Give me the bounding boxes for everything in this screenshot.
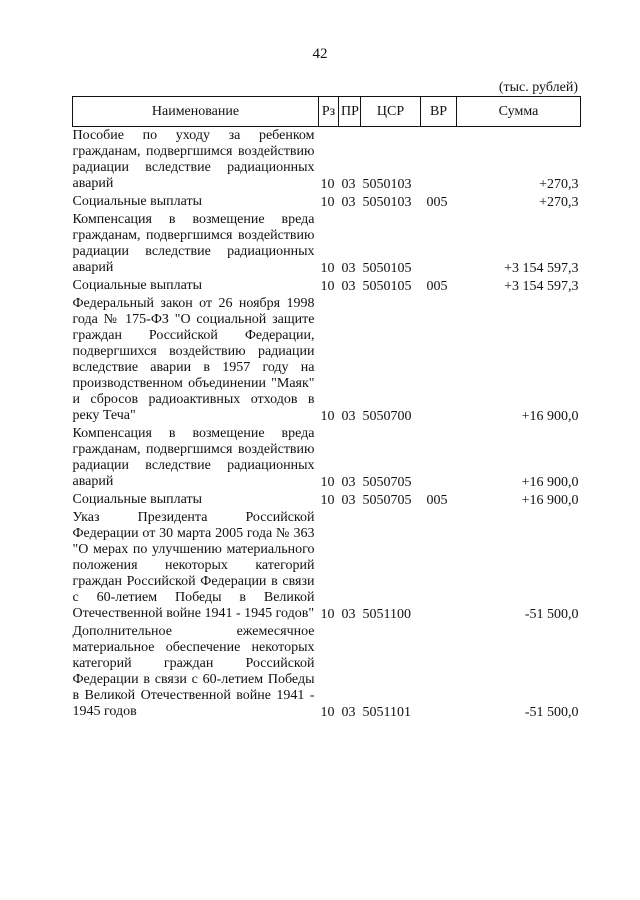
row-csr: 5050105 [362, 261, 412, 276]
header-csr: ЦСР [361, 97, 421, 127]
row-rz: 10 [320, 607, 335, 622]
row-pr: 03 [341, 493, 356, 508]
row-csr: 5050105 [362, 279, 412, 294]
row-name: Компенсация в возмещение вреда гражданам, подвергшимся воздействию радиации вследствие радиационных аварий [72, 212, 315, 275]
row-rz: 10 [320, 279, 335, 294]
table-row [73, 127, 581, 194]
table-row [73, 277, 581, 295]
table-row [73, 623, 581, 721]
row-name: Дополнительное ежемесячное материальное обеспечение некоторых категорий граждан Российской Федерации в связи с 60-летием Победы в Великой Отечественной войне 1941 - 1945 годов [72, 624, 315, 719]
units-label: (тыс. рублей) [498, 80, 578, 95]
row-csr: 5050705 [362, 493, 412, 508]
header-pr: ПР [339, 97, 361, 127]
row-pr: 03 [341, 705, 356, 720]
row-sum: +3 154 597,3 [504, 279, 579, 294]
row-vr [421, 127, 457, 194]
row-vr [421, 623, 457, 721]
row-vr: 005 [426, 493, 448, 508]
row-pr: 03 [341, 195, 356, 210]
row-rz: 10 [320, 195, 335, 210]
row-sum: +16 900,0 [521, 475, 579, 490]
row-sum: +270,3 [539, 177, 579, 192]
row-name: Социальные выплаты [72, 492, 203, 507]
row-pr: 03 [341, 409, 356, 424]
row-vr [421, 295, 457, 425]
row-sum: +3 154 597,3 [504, 261, 579, 276]
row-pr: 03 [341, 177, 356, 192]
row-rz: 10 [320, 493, 335, 508]
row-sum: +16 900,0 [521, 409, 579, 424]
budget-table [72, 96, 581, 721]
table-row [73, 425, 581, 491]
row-csr: 5051101 [362, 705, 411, 720]
table-body [73, 127, 581, 722]
table-row [73, 295, 581, 425]
table-row [73, 193, 581, 211]
row-pr: 03 [341, 261, 356, 276]
page-number: 42 [312, 46, 328, 62]
row-name: Пособие по уходу за ребенком гражданам, подвергшимся воздействию радиации вследствие радиационных аварий [72, 128, 315, 191]
row-csr: 5050103 [362, 177, 412, 192]
row-name: Компенсация в возмещение вреда гражданам, подвергшимся воздействию радиации вследствие радиационных аварий [72, 426, 315, 489]
row-vr [421, 509, 457, 623]
row-rz: 10 [320, 705, 335, 720]
row-name: Федеральный закон от 26 ноября 1998 года № 175-ФЗ "О социальной защите граждан Российской Федерации, подвергшихся воздействию радиации вследствие аварии в 1957 году на производственном объединении "Маяк" и сбросов радиоактивных отходов в реку Теча" [72, 296, 315, 423]
row-rz: 10 [320, 409, 335, 424]
row-name: Указ Президента Российской Федерации от 30 марта 2005 года № 363 "О мерах по улучшению материального положения некоторых категорий граждан Российской Федерации в связи с 60-летием Победы в Великой Отечественной войне 1941 - 1945 годов" [72, 510, 315, 621]
header-rz: Рз [319, 97, 339, 127]
row-sum: -51 500,0 [524, 705, 579, 720]
row-vr [421, 211, 457, 277]
row-vr [421, 425, 457, 491]
table-row [73, 491, 581, 509]
row-sum: -51 500,0 [524, 607, 579, 622]
row-name: Социальные выплаты [72, 278, 203, 293]
row-vr: 005 [426, 195, 448, 210]
row-csr: 5050700 [362, 409, 412, 424]
row-rz: 10 [320, 475, 335, 490]
row-pr: 03 [341, 607, 356, 622]
row-rz: 10 [320, 177, 335, 192]
header-vr: ВР [421, 97, 457, 127]
header-name: Наименование [73, 97, 319, 127]
row-name: Социальные выплаты [72, 194, 203, 209]
row-csr: 5050103 [362, 195, 412, 210]
table-row [73, 509, 581, 623]
row-pr: 03 [341, 279, 356, 294]
row-pr: 03 [341, 475, 356, 490]
row-csr: 5051100 [362, 607, 411, 622]
row-csr: 5050705 [362, 475, 412, 490]
table-header [73, 97, 581, 127]
row-sum: +16 900,0 [521, 493, 579, 508]
row-vr: 005 [426, 279, 448, 294]
row-rz: 10 [320, 261, 335, 276]
row-sum: +270,3 [539, 195, 579, 210]
header-sum: Сумма [457, 97, 581, 127]
table-row [73, 211, 581, 277]
